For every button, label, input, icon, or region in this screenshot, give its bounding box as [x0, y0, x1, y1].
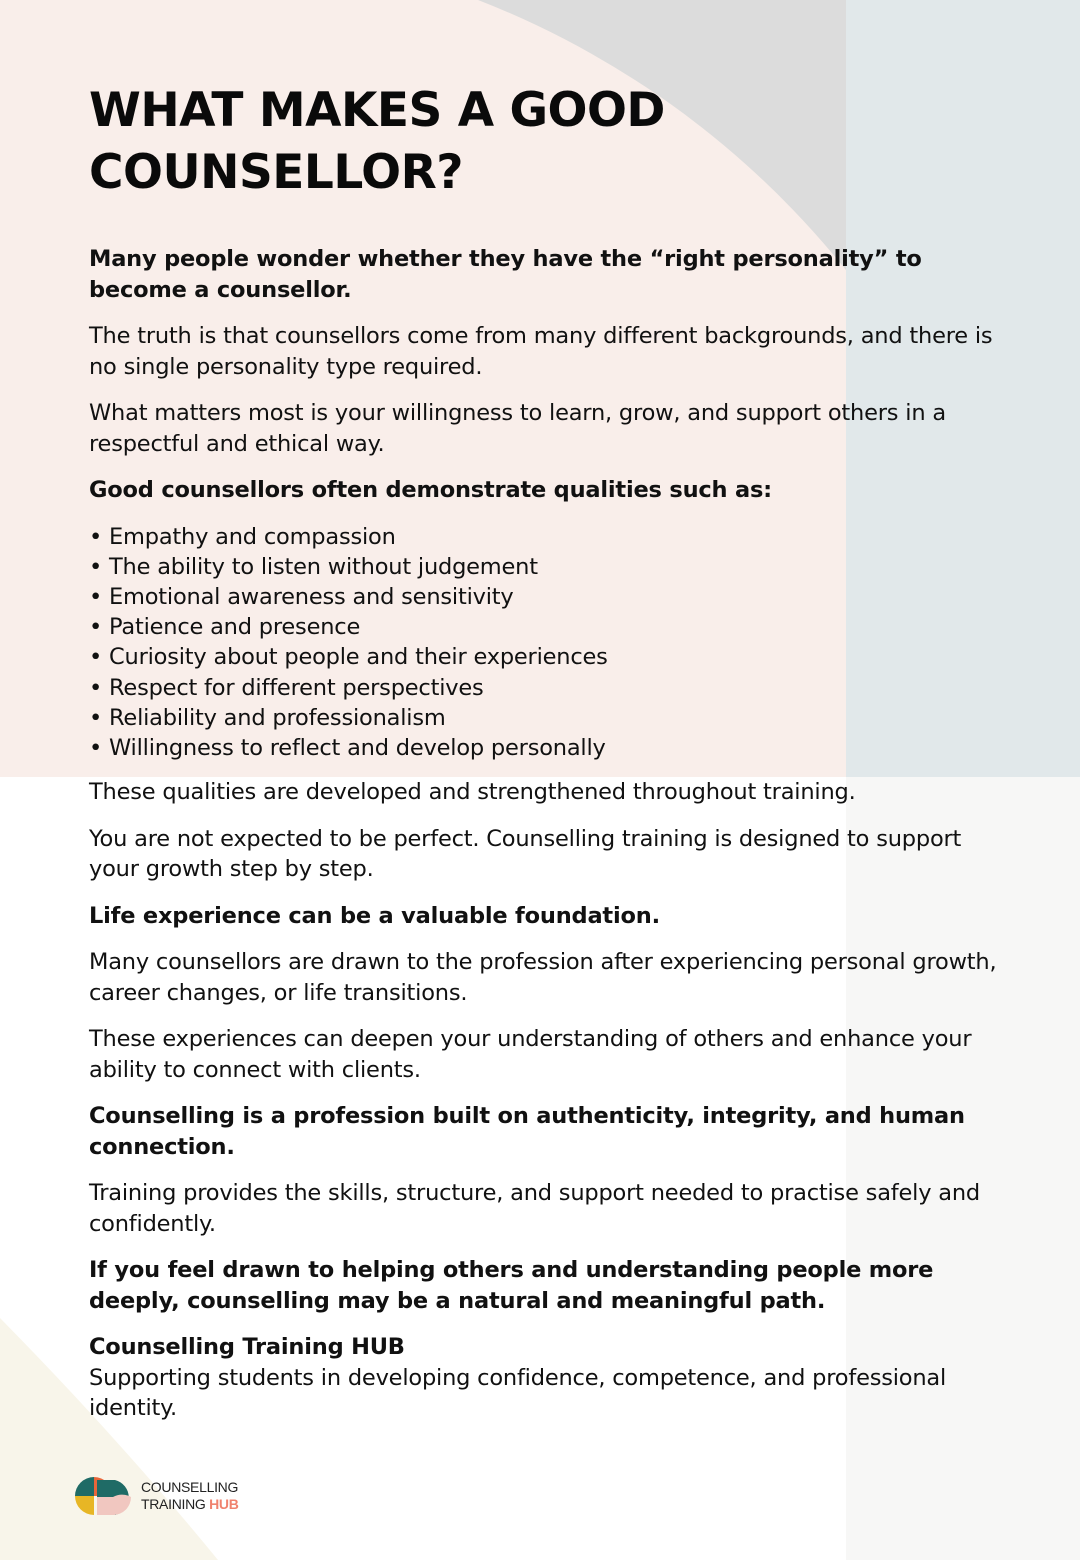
logo-hub: HUB [209, 1496, 239, 1512]
paragraph-backgrounds: The truth is that counsellors come from many different backgrounds, and there is no single personality type required. [89, 323, 993, 380]
signature-name: Counselling Training HUB [89, 1334, 405, 1361]
paragraph-willingness: What matters most is your willingness to learn, grow, and support others in a respectful and ethical way. [89, 400, 946, 457]
list-item: • Emotional awareness and sensitivity [89, 583, 514, 610]
list-item: • The ability to listen without judgement [89, 553, 538, 580]
closing-statement: If you feel drawn to helping others and understanding people more deeply, counselling may be a natural and meaningful path. [89, 1257, 934, 1314]
list-item: • Patience and presence [89, 614, 361, 641]
logo-line-1: COUNSELLING [141, 1479, 239, 1495]
logo-mark-icon [73, 1475, 137, 1517]
life-experience-heading: Life experience can be a valuable foundation. [89, 902, 660, 929]
logo-wordmark [141, 1479, 239, 1513]
paragraph-profession: Many counsellors are drawn to the profession after experiencing personal growth, career changes, or life transitions. [89, 949, 997, 1006]
logo-line-2: TRAINING HUB [141, 1496, 239, 1512]
paragraph-skills: Training provides the skills, structure, and support needed to practise safely and confidently. [89, 1180, 980, 1237]
paragraph-experiences: These experiences can deepen your understanding of others and enhance your ability to connect with clients. [89, 1026, 972, 1083]
intro-text: Many people wonder whether they have the “right personality” to become a counsellor. [89, 246, 922, 303]
signature-tagline: Supporting students in developing confidence, competence, and professional identity. [89, 1364, 947, 1422]
paragraph-perfect: You are not expected to be perfect. Counselling training is designed to support your growth step by step. [89, 825, 962, 883]
list-item: • Reliability and professionalism [89, 704, 446, 731]
qualities-list [89, 522, 1004, 764]
paragraph-training: These qualities are developed and strengthened throughout training. [89, 779, 856, 806]
list-item: • Willingness to reflect and develop personally [89, 734, 606, 761]
company-logo [73, 1475, 239, 1517]
list-item: • Respect for different perspectives [89, 674, 484, 701]
document-body [89, 80, 1004, 1424]
qualities-heading: Good counsellors often demonstrate qualities such as: [89, 477, 772, 503]
list-item: • Curiosity about people and their experiences [89, 644, 608, 671]
profession-heading: Counselling is a profession built on authenticity, integrity, and human connection. [89, 1103, 965, 1160]
page-title: WHAT MAKES A GOOD COUNSELLOR? [89, 83, 665, 200]
list-item: • Empathy and compassion [89, 523, 396, 550]
